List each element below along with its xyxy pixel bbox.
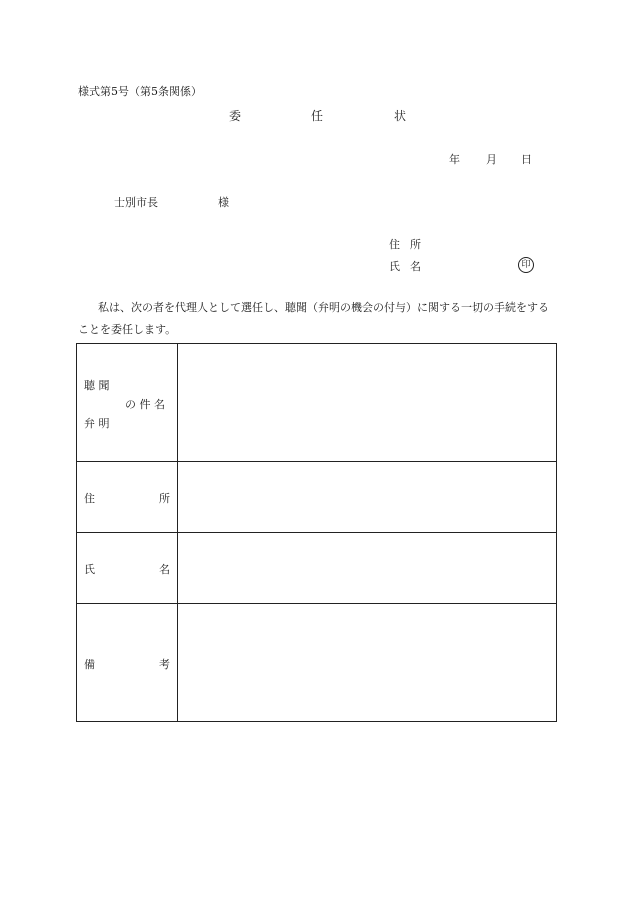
address-label-cell [77, 462, 178, 533]
delegation-table [76, 343, 557, 722]
applicant-address-label-a: 住 [389, 238, 400, 251]
applicant-address-label-b: 所 [410, 238, 421, 251]
title-char-3: 状 [394, 109, 407, 123]
table-row-remarks [77, 604, 557, 722]
applicant-address-label [389, 236, 421, 252]
case-name-label-mid: の 件 名 [125, 398, 165, 411]
name-field[interactable] [178, 533, 557, 604]
date-year-label: 年 [449, 153, 460, 166]
name-label-left: 氏 [84, 563, 95, 576]
remarks-label-cell [77, 604, 178, 722]
address-label-left: 住 [84, 492, 95, 505]
form-number: 様式第5号（第5条関係） [78, 85, 202, 98]
body-text: 私は、次の者を代理人として選任し、聴聞（弁明の機会の付与）に関する一切の手続をすることを委任します。 [78, 301, 549, 336]
seal-icon: 印 [518, 257, 534, 273]
date-month-label: 月 [486, 153, 497, 166]
remarks-field[interactable] [178, 604, 557, 722]
applicant-name-label-b: 名 [410, 260, 421, 273]
name-label-right: 名 [159, 563, 170, 576]
table-row-case-name [77, 344, 557, 462]
applicant-name-label-a: 氏 [389, 260, 400, 273]
applicant-name-label [389, 258, 421, 274]
remarks-label-right: 考 [159, 658, 170, 671]
table-row-address [77, 462, 557, 533]
table-row-name [77, 533, 557, 604]
name-label-cell [77, 533, 178, 604]
title-char-2: 任 [311, 109, 324, 123]
case-name-label-cell [77, 344, 178, 462]
address-label-right: 所 [159, 492, 170, 505]
date-day-label: 日 [521, 153, 532, 166]
addressee-name: 士別市長 [114, 196, 158, 209]
case-name-label-bottom: 弁 明 [84, 417, 110, 430]
title-char-1: 委 [229, 109, 242, 123]
remarks-label-left: 備 [84, 658, 95, 671]
addressee-honorific: 様 [218, 196, 229, 209]
case-name-label-top: 聴 聞 [84, 379, 110, 392]
case-name-field[interactable] [178, 344, 557, 462]
address-field[interactable] [178, 462, 557, 533]
